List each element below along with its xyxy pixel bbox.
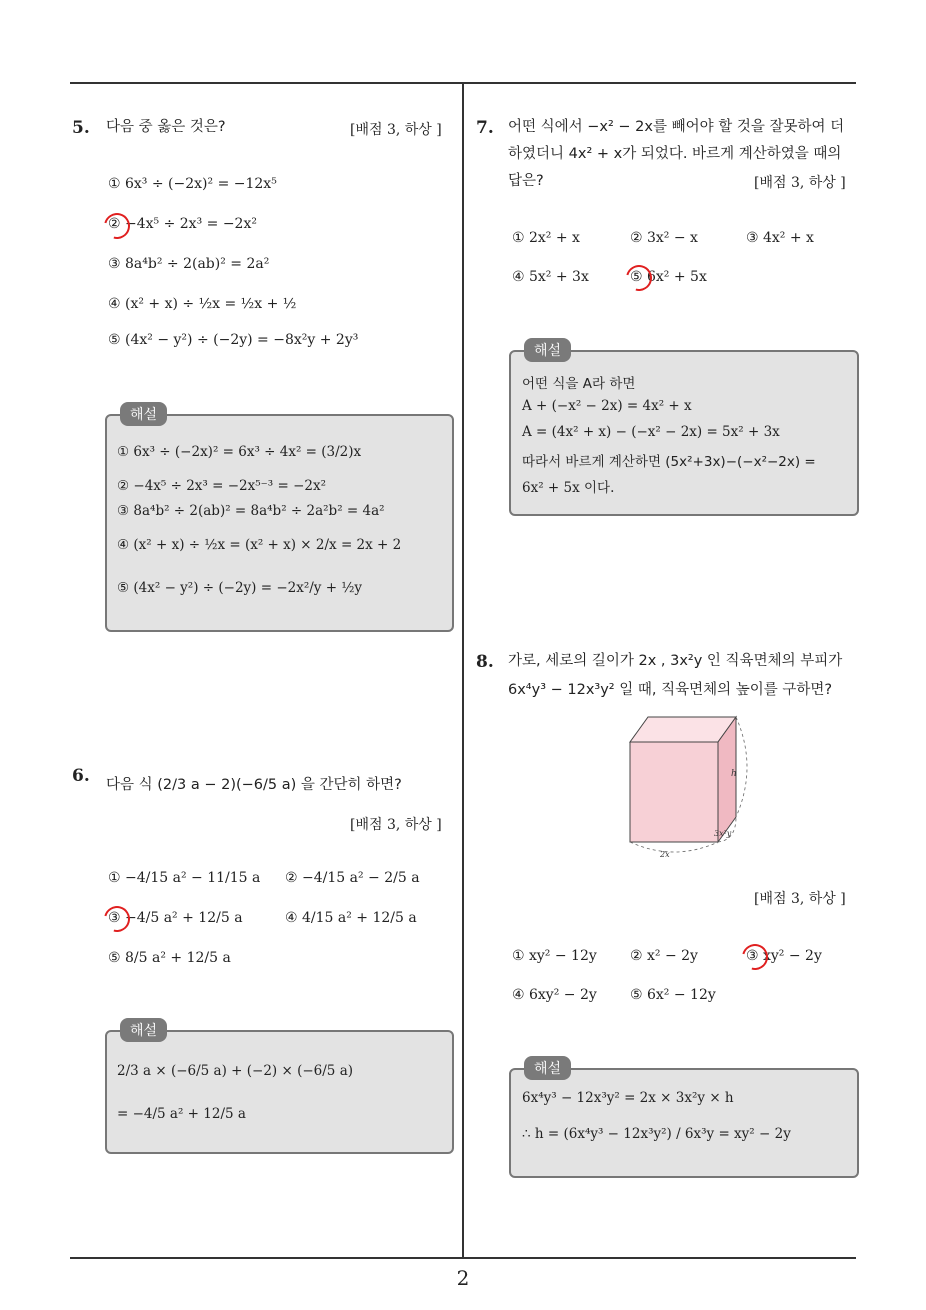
q5-option-3[interactable]: ③ 8a⁴b² ÷ 2(ab)² = 2a² bbox=[108, 256, 270, 272]
q6-expl-line: 2/3 a × (−6/5 a) + (−2) × (−6/5 a) bbox=[117, 1063, 354, 1079]
q7-expl-line: A = (4x² + x) − (−x² − 2x) = 5x² + 3x bbox=[522, 424, 780, 440]
figure-label-h: h bbox=[731, 769, 737, 779]
q8-expl-line: ∴ h = (6x⁴y³ − 12x³y²) / 6x³y = xy² − 2y bbox=[522, 1126, 791, 1142]
q7-score: [배점 3, 하상 ] bbox=[754, 175, 846, 191]
q5-text: 다음 중 옳은 것은? bbox=[106, 119, 226, 135]
page-number: 2 bbox=[456, 1266, 470, 1290]
figure-label-width: 2x bbox=[660, 850, 670, 859]
q7-option-1[interactable]: ① 2x² + x bbox=[512, 230, 580, 246]
q6-option-2[interactable]: ② −4/15 a² − 2/5 a bbox=[285, 870, 420, 886]
q6-explanation-tab: 해설 bbox=[120, 1018, 167, 1042]
q5-score: [배점 3, 하상 ] bbox=[350, 122, 442, 138]
q5-expl-line: ① 6x³ ÷ (−2x)² = 6x³ ÷ 4x² = (3/2)x bbox=[117, 444, 362, 460]
q8-option-2[interactable]: ② x² − 2y bbox=[630, 948, 698, 964]
answer-mark-icon bbox=[99, 208, 135, 244]
q6-option-1[interactable]: ① −4/15 a² − 11/15 a bbox=[108, 870, 261, 886]
q7-explanation-tab: 해설 bbox=[524, 338, 571, 362]
q8-number: 8. bbox=[476, 652, 494, 672]
q5-expl-line: ⑤ (4x² − y²) ÷ (−2y) = −2x²/y + ½y bbox=[117, 580, 363, 596]
q6-explanation-box bbox=[105, 1030, 454, 1154]
q8-option-4[interactable]: ④ 6xy² − 2y bbox=[512, 987, 597, 1003]
q6-option-3[interactable]: ③ −4/5 a² + 12/5 a bbox=[108, 910, 243, 926]
q7-option-2[interactable]: ② 3x² − x bbox=[630, 230, 698, 246]
figure-label-depth: 3x²y bbox=[714, 829, 732, 838]
answer-mark-icon bbox=[737, 939, 773, 975]
q7-expl-line: 6x² + 5x 이다. bbox=[522, 480, 615, 496]
q7-number: 7. bbox=[476, 118, 494, 138]
cuboid-figure bbox=[618, 712, 748, 862]
footer-rule bbox=[70, 1257, 856, 1259]
answer-mark-icon bbox=[621, 260, 657, 296]
column-divider bbox=[462, 84, 464, 1257]
q5-option-4[interactable]: ④ (x² + x) ÷ ½x = ½x + ½ bbox=[108, 296, 297, 312]
q8-explanation-tab: 해설 bbox=[524, 1056, 571, 1080]
q8-option-1[interactable]: ① xy² − 12y bbox=[512, 948, 597, 964]
q7-expl-line: A + (−x² − 2x) = 4x² + x bbox=[522, 398, 692, 414]
q8-score: [배점 3, 하상 ] bbox=[754, 891, 846, 907]
q8-explanation-box bbox=[509, 1068, 859, 1178]
q8-option-5[interactable]: ⑤ 6x² − 12y bbox=[630, 987, 716, 1003]
q8-text-line: 6x⁴y³ − 12x³y² 일 때, 직육면체의 높이를 구하면? bbox=[508, 682, 833, 698]
q6-option-5[interactable]: ⑤ 8/5 a² + 12/5 a bbox=[108, 950, 231, 966]
q7-text-line: 답은? bbox=[508, 173, 544, 189]
q5-expl-line: ④ (x² + x) ÷ ½x = (x² + x) × 2/x = 2x + 2 bbox=[117, 537, 402, 553]
q6-score: [배점 3, 하상 ] bbox=[350, 817, 442, 833]
q6-option-4[interactable]: ④ 4/15 a² + 12/5 a bbox=[285, 910, 417, 926]
q6-number: 6. bbox=[72, 766, 90, 786]
q6-expl-line: = −4/5 a² + 12/5 a bbox=[117, 1106, 246, 1122]
q8-option-3[interactable]: ③ xy² − 2y bbox=[746, 948, 822, 964]
q5-explanation-tab: 해설 bbox=[120, 402, 167, 426]
q7-expl-line: 따라서 바르게 계산하면 (5x²+3x)−(−x²−2x) = bbox=[522, 454, 816, 470]
q7-text-line: 어떤 식에서 −x² − 2x를 빼어야 할 것을 잘못하여 더 bbox=[508, 119, 845, 135]
q5-option-1[interactable]: ① 6x³ ÷ (−2x)² = −12x⁵ bbox=[108, 176, 277, 192]
q5-expl-line: ② −4x⁵ ÷ 2x³ = −2x⁵⁻³ = −2x² bbox=[117, 478, 327, 494]
q5-option-5[interactable]: ⑤ (4x² − y²) ÷ (−2y) = −8x²y + 2y³ bbox=[108, 332, 359, 348]
q8-text-line: 가로, 세로의 길이가 2x , 3x²y 인 직육면체의 부피가 bbox=[508, 653, 843, 669]
q7-option-4[interactable]: ④ 5x² + 3x bbox=[512, 269, 589, 285]
q5-option-2[interactable]: ② −4x⁵ ÷ 2x³ = −2x² bbox=[108, 216, 257, 232]
q7-option-5[interactable]: ⑤ 6x² + 5x bbox=[630, 269, 707, 285]
q5-expl-line: ③ 8a⁴b² ÷ 2(ab)² = 8a⁴b² ÷ 2a²b² = 4a² bbox=[117, 503, 385, 519]
q7-option-3[interactable]: ③ 4x² + x bbox=[746, 230, 814, 246]
answer-mark-icon bbox=[99, 901, 135, 937]
q7-text-line: 하였더니 4x² + x가 되었다. 바르게 계산하였을 때의 bbox=[508, 146, 842, 162]
q5-number: 5. bbox=[72, 118, 90, 138]
q7-expl-line: 어떤 식을 A라 하면 bbox=[522, 376, 636, 392]
q6-text: 다음 식 (2/3 a − 2)(−6/5 a) 을 간단히 하면? bbox=[106, 777, 402, 793]
q8-expl-line: 6x⁴y³ − 12x³y² = 2x × 3x²y × h bbox=[522, 1090, 734, 1106]
